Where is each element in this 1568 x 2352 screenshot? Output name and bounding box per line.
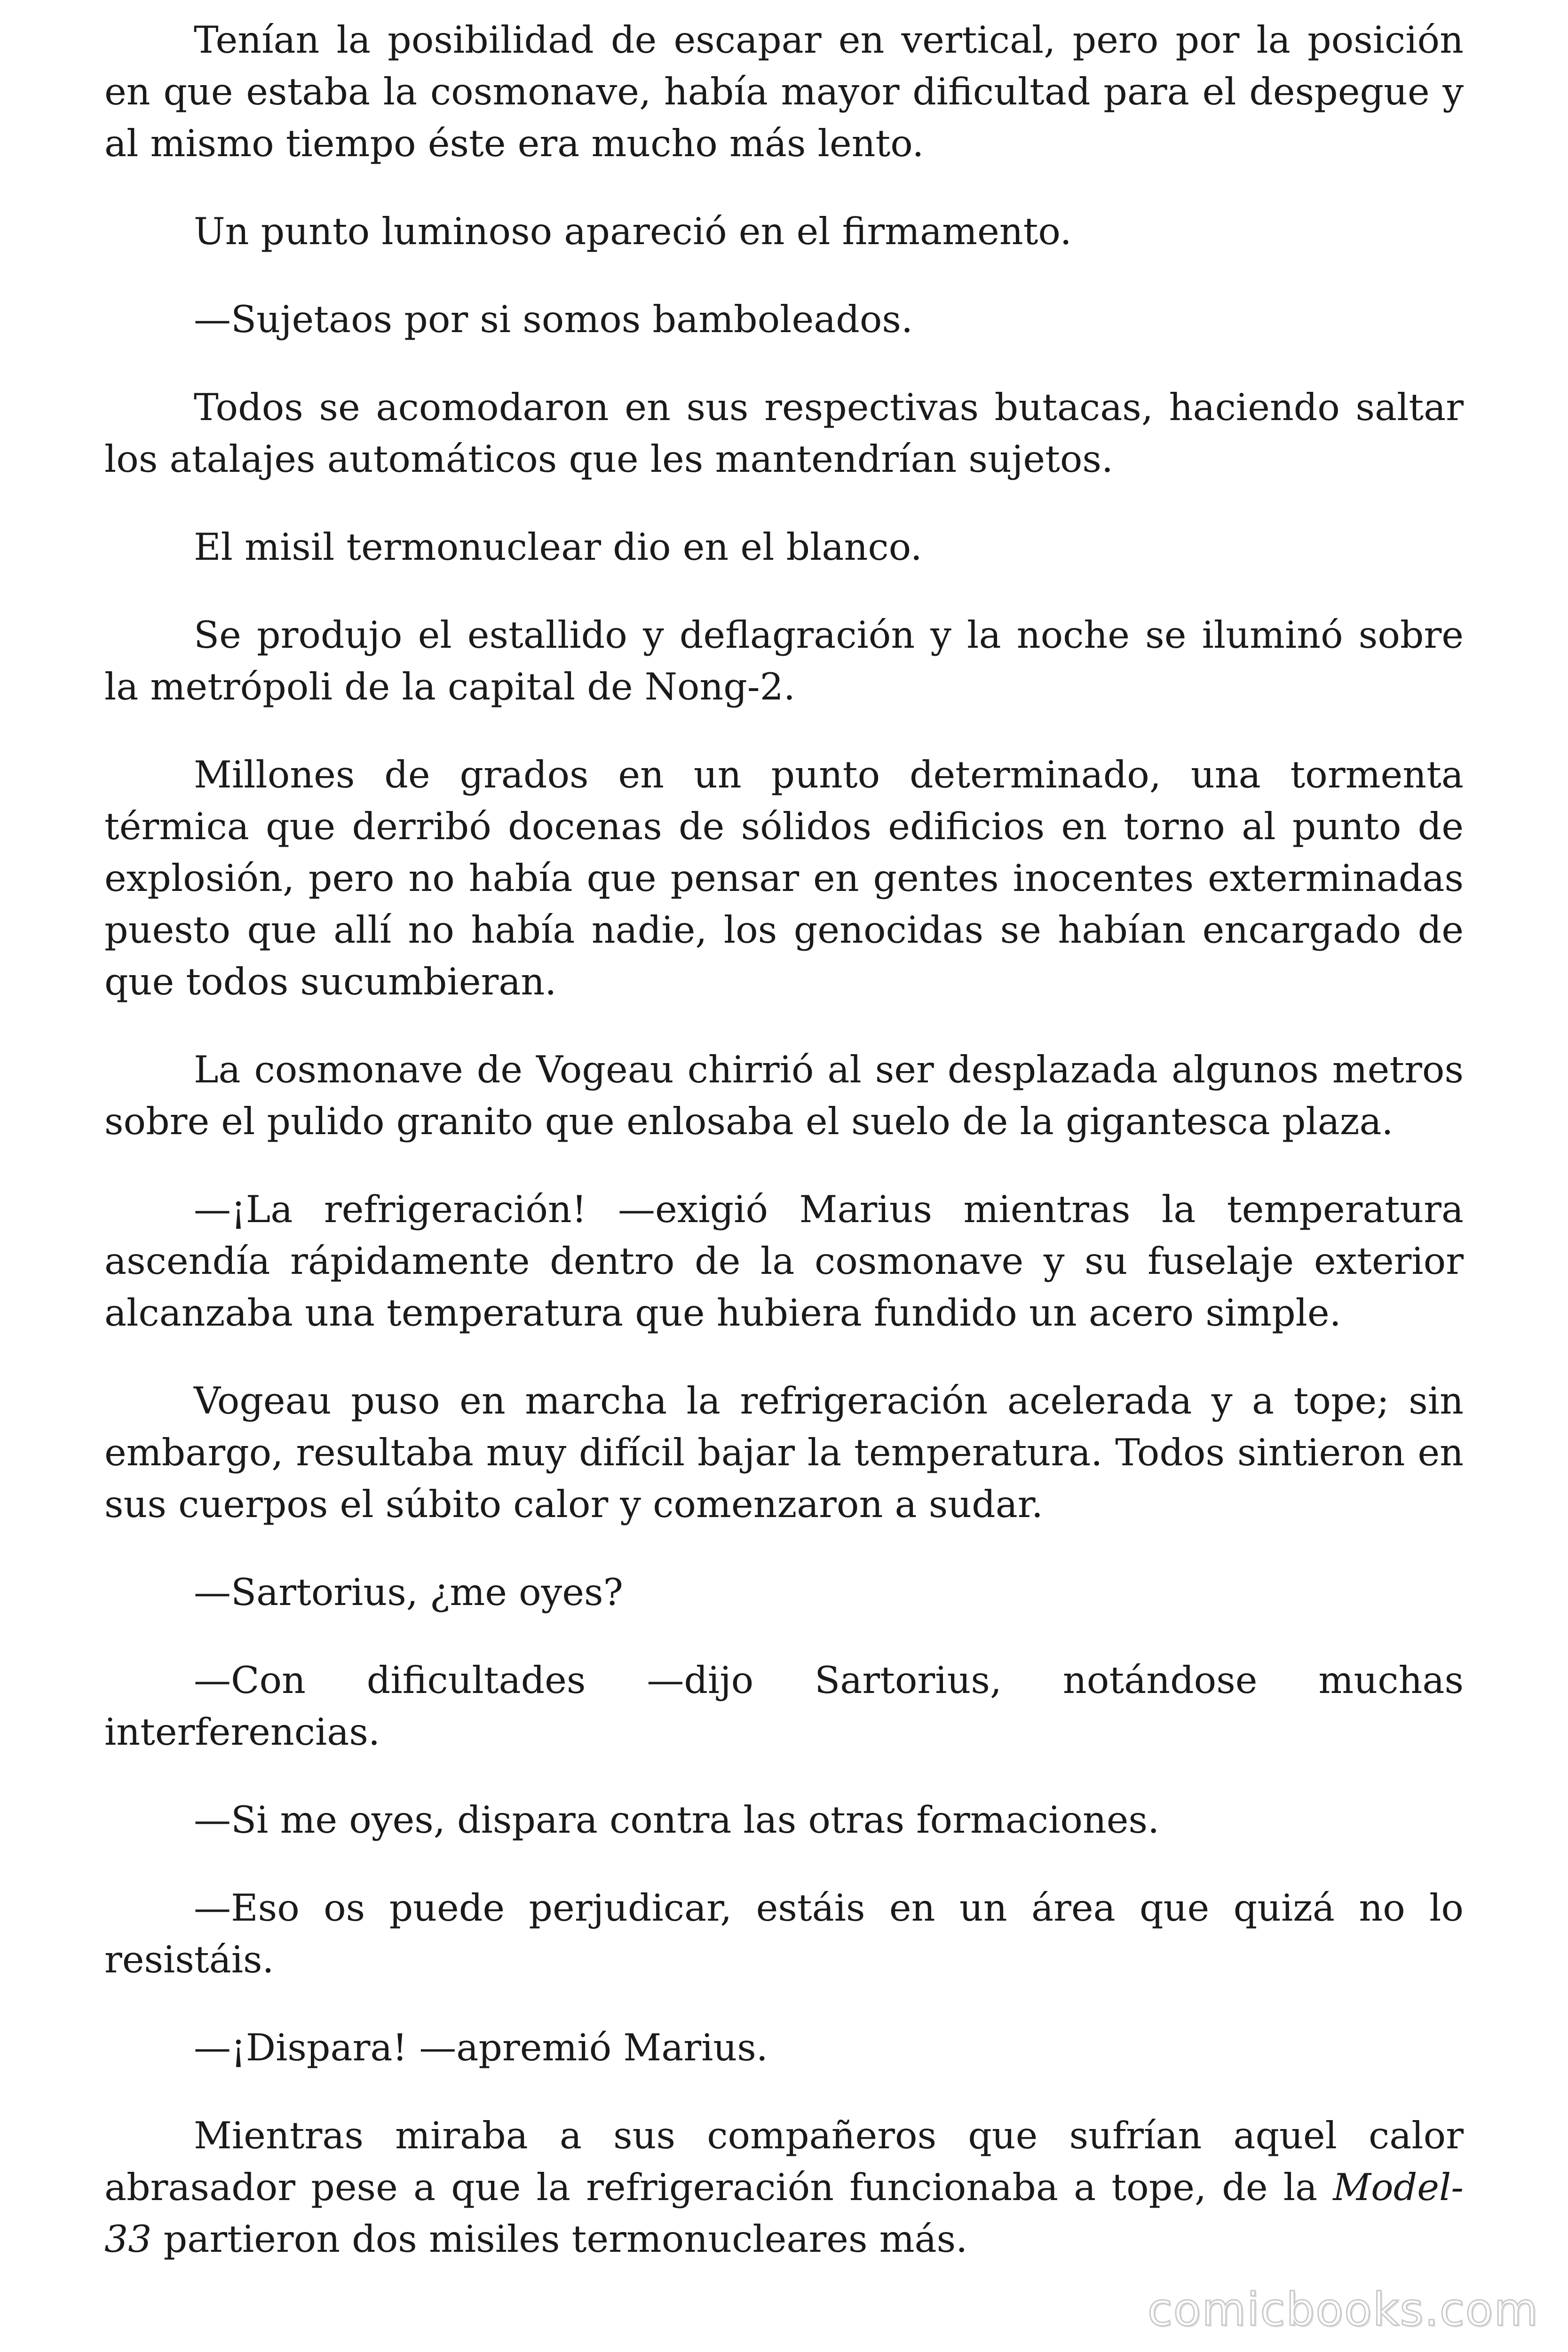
paragraph: El misil termonuclear dio en el blanco. (194, 525, 922, 569)
paragraph: Millones de grados en un punto determinado, una tormenta térmica que derribó docenas de sólidos edificios en torno al punto de explosión, pero no había que pensar en gentes inocentes exterminadas puesto que allí no había nadie, los genocidas se habían encargado de que todos sucumbieran. (104, 753, 1464, 1003)
paragraph: —Eso os puede perjudicar, estáis en un área que quizá no lo resistáis. (104, 1886, 1464, 1981)
paragraph: La cosmonave de Vogeau chirrió al ser desplazada algunos metros sobre el pulido granito que enlosaba el suelo de la gigantesca plaza. (104, 1048, 1464, 1143)
paragraph: —Sartorius, ¿me oyes? (194, 1571, 623, 1614)
last-paragraph (104, 2110, 1464, 2265)
last-paragraph-text-before: Mientras miraba a sus compañeros que sufrían aquel calor abrasador pese a que la refrigeración funcionaba a tope, de la (104, 2114, 1464, 2209)
paragraph: Un punto luminoso apareció en el firmamento. (194, 210, 1072, 253)
paragraph: —Si me oyes, dispara contra las otras formaciones. (194, 1798, 1160, 1842)
paragraph: Todos se acomodaron en sus respectivas butacas, haciendo saltar los atalajes automáticos que les mantendrían sujetos. (104, 386, 1464, 481)
paragraph: —¡La refrigeración! —exigió Marius mientras la temperatura ascendía rápidamente dentro de la cosmonave y su fuselaje exterior alcanzaba una temperatura que hubiera fundido un acero simple. (104, 1188, 1464, 1335)
paragraph: —Sujetaos por si somos bamboleados. (194, 298, 913, 341)
paragraph: Vogeau puso en marcha la refrigeración acelerada y a tope; sin embargo, resultaba muy difícil bajar la temperatura. Todos sintieron en sus cuerpos el súbito calor y comenzaron a sudar. (104, 1379, 1464, 1526)
paragraph: —¡Dispara! —apremió Marius. (194, 2026, 768, 2069)
paragraph: Se produjo el estallido y deflagración y la noche se iluminó sobre la metrópoli de la capital de Nong-2. (104, 613, 1464, 708)
watermark-logo: comicbooks.com (1147, 2283, 1539, 2336)
page-text (104, 14, 1464, 2265)
paragraph: Tenían la posibilidad de escapar en vertical, pero por la posición en que estaba la cosmonave, había mayor dificultad para el despegue y al mismo tiempo éste era mucho más lento. (104, 18, 1464, 165)
last-paragraph-text-after: partieron dos misiles termonucleares más. (151, 2217, 968, 2261)
paragraph: —Con dificultades —dijo Sartorius, notándose muchas interferencias. (104, 1659, 1464, 1754)
ship-name-italic: Model-33 (104, 2166, 1464, 2261)
